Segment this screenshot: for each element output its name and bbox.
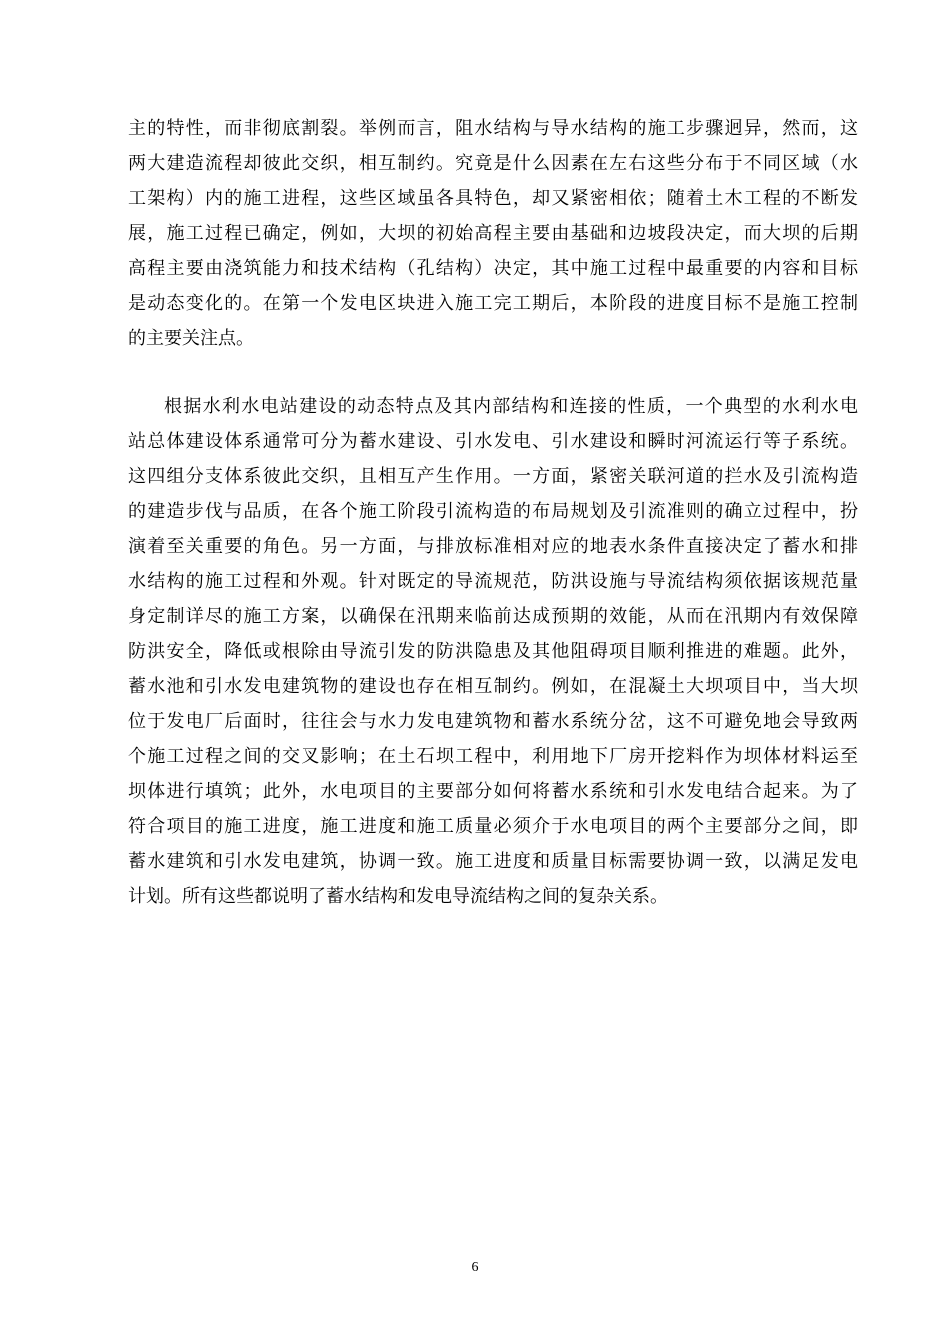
paragraph-line: 主的特性，而非彻底割裂。举例而言，阻水结构与导水结构的施工步骤迥异，然而，这 (128, 118, 858, 139)
paragraph-line: 工架构）内的施工进程，这些区域虽各具特色，却又紧密相依；随着土木工程的不断发 (128, 188, 858, 209)
paragraph-line: 符合项目的施工进度，施工进度和施工质量必须介于水电项目的两个主要部分之间，即 (128, 816, 858, 837)
paragraph-line: 演着至关重要的角色。另一方面，与排放标准相对应的地表水条件直接决定了蓄水和排 (128, 536, 858, 557)
paragraph-line: 位于发电厂后面时，往往会与水力发电建筑物和蓄水系统分岔，这不可避免地会导致两 (128, 711, 858, 732)
paragraph-line: 坝体进行填筑；此外，水电项目的主要部分如何将蓄水系统和引水发电结合起来。为了 (128, 781, 858, 802)
paragraph-line: 这四组分支体系彼此交织，且相互产生作用。一方面，紧密关联河道的拦水及引流构造 (128, 466, 858, 487)
paragraph-line: 两大建造流程却彼此交织，相互制约。究竟是什么因素在左右这些分布于不同区域（水 (128, 153, 858, 174)
paragraph-line: 计划。所有这些都说明了蓄水结构和发电导流结构之间的复杂关系。 (128, 886, 668, 907)
paragraph-line: 的主要关注点。 (128, 328, 254, 349)
paragraph-line: 展，施工过程已确定，例如，大坝的初始高程主要由基础和边坡段决定，而大坝的后期 (128, 223, 858, 244)
paragraph-line: 水结构的施工过程和外观。针对既定的导流规范，防洪设施与导流结构须依据该规范量 (128, 571, 858, 592)
paragraph-line: 防洪安全，降低或根除由导流引发的防洪隐患及其他阻碍项目顺利推进的难题。此外， (128, 641, 858, 662)
paragraph-line: 根据水利水电站建设的动态特点及其内部结构和连接的性质，一个典型的水利水电 (164, 396, 858, 417)
paragraph-line: 是动态变化的。在第一个发电区块进入施工完工期后，本阶段的进度目标不是施工控制 (128, 293, 858, 314)
paragraph-line: 的建造步伐与品质，在各个施工阶段引流构造的布局规划及引流准则的确立过程中，扮 (128, 501, 858, 522)
paragraph-line: 站总体建设体系通常可分为蓄水建设、引水发电、引水建设和瞬时河流运行等子系统。 (128, 431, 858, 452)
paragraph-line: 蓄水池和引水发电建筑物的建设也存在相互制约。例如，在混凝土大坝项目中，当大坝 (128, 676, 858, 697)
paragraph-line: 个施工过程之间的交叉影响；在土石坝工程中，利用地下厂房开挖料作为坝体材料运至 (128, 746, 858, 767)
page-number: 6 (471, 1260, 479, 1275)
paragraph-line: 身定制详尽的施工方案，以确保在汛期来临前达成预期的效能，从而在汛期内有效保障 (128, 606, 858, 627)
paragraph-line: 蓄水建筑和引水发电建筑，协调一致。施工进度和质量目标需要协调一致，以满足发电 (128, 851, 858, 872)
paragraph-line: 高程主要由浇筑能力和技术结构（孔结构）决定，其中施工过程中最重要的内容和目标 (128, 258, 858, 279)
